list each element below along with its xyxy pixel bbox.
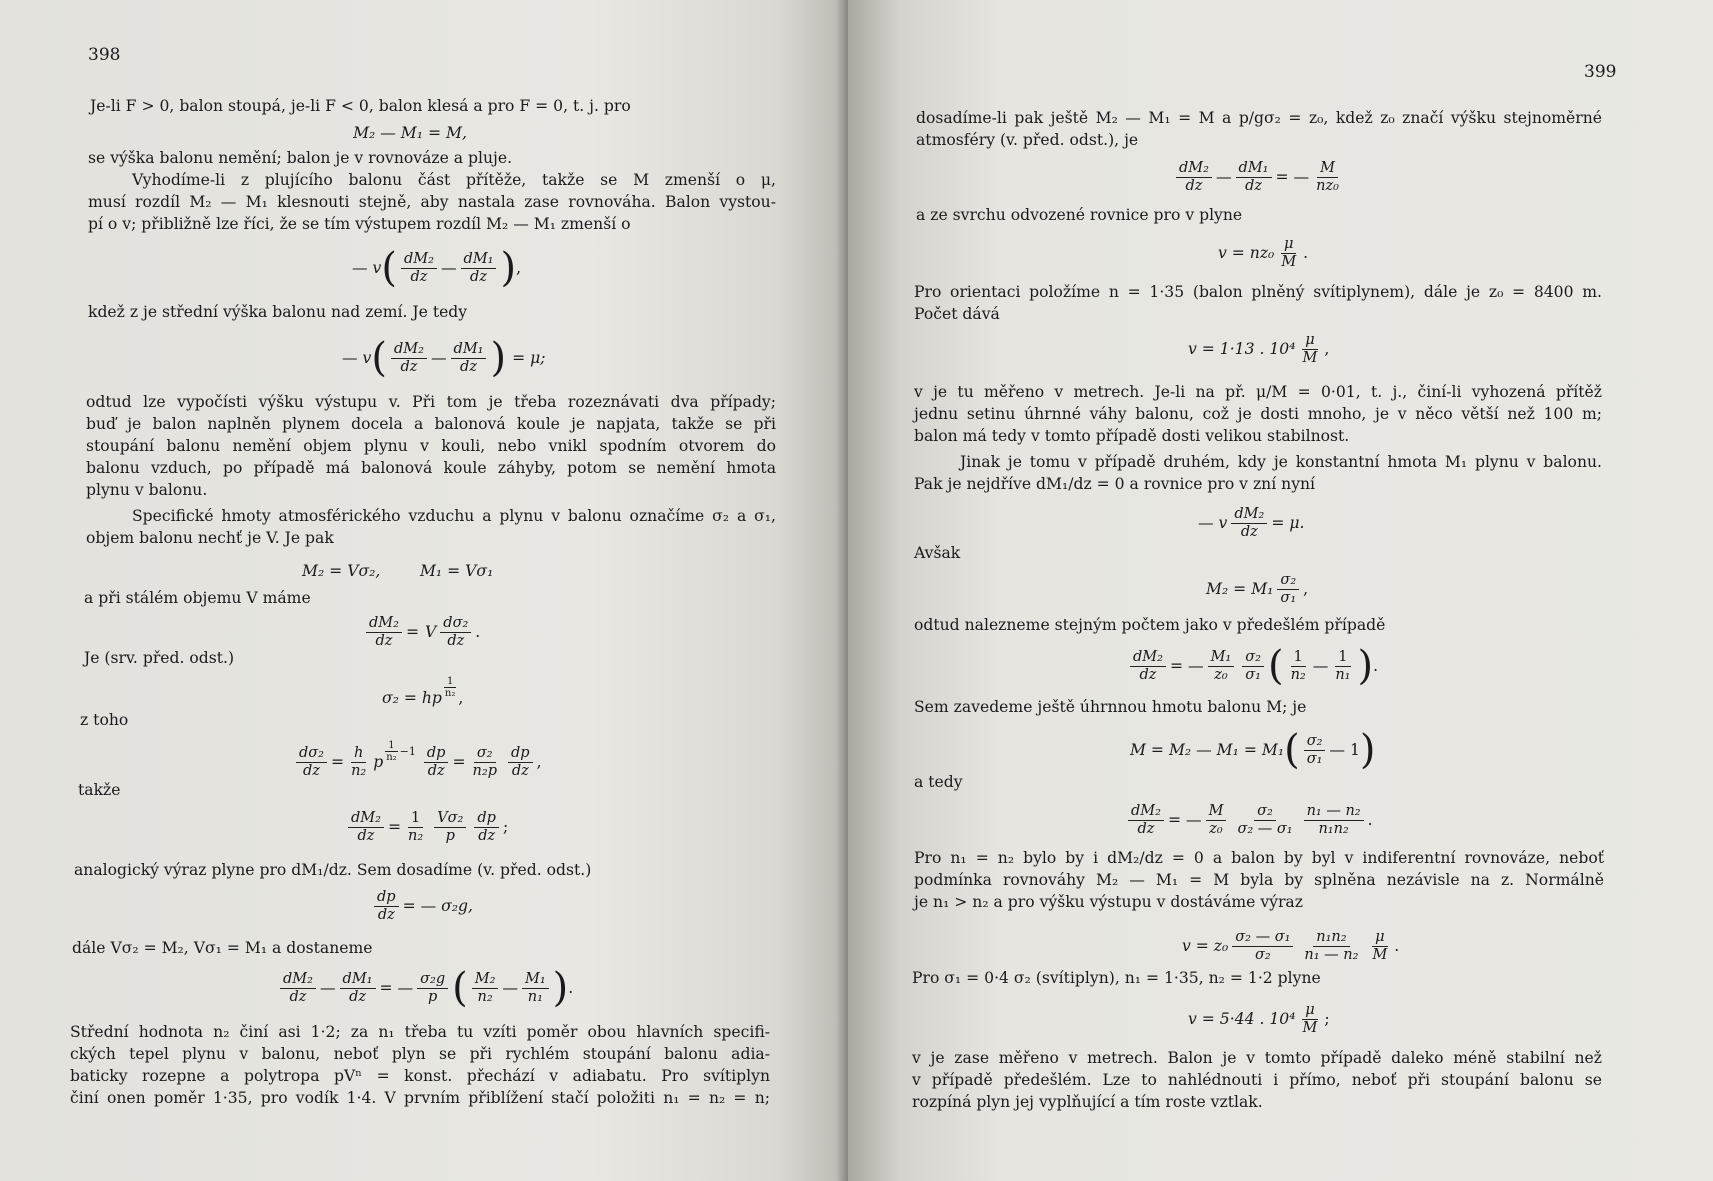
text-line: Pro σ₁ = 0·4 σ₂ (svítiplyn), n₁ = 1·35, n₂ = 1·2 plyne xyxy=(912,969,1321,987)
paren-close: ) xyxy=(500,245,517,291)
text-line: podmínka rovnováhy M₂ — M₁ = M byla by splněna nezávisle na z. Normálně xyxy=(914,871,1604,889)
equation-mu: — v ( dM₂ dz — dM₁ dz ) = μ; xyxy=(342,335,546,381)
equation-M: M = M₂ — M₁ = M₁ ( σ₂ σ₁ — 1 ) xyxy=(1130,727,1376,773)
right-page xyxy=(848,0,1713,1181)
text-line: z toho xyxy=(80,711,129,729)
text-line: objem balonu nechť je V. Je pak xyxy=(86,529,334,547)
text-line: odtud lze vypočísti výšku výstupu v. Při tom je třeba rozeznávati dva případy; xyxy=(86,393,776,411)
equation-delta: — v ( dM₂ dz — dM₁ dz ) , xyxy=(352,245,522,291)
text-line: se výška balonu nemění; balon je v rovnováze a pluje. xyxy=(88,149,513,167)
text-line: Pak je nejdříve dM₁/dz = 0 a rovnice pro v zní nyní xyxy=(914,475,1316,493)
equation-dsigma-dz: $\frac{\text{dσ₂}}{dz}$ = $\frac{h}{\text{n₂}}$ p 1 n₂ −1 $\frac{dp}{dz}$ = $\frac{\text{σ₂}}{\text{n₂p}}$ dp dz , xyxy=(292,738,542,786)
text-line: pí o v; přibližně lze říci, že se tím výstupem rozdíl M₂ — M₁ zmenší o xyxy=(88,215,631,233)
equation-diff: dM₂ dz — $\frac{\text{dM₁}}{dz}$ = — σ₂g p ( M₂ n₂ — M₁ n₁ ) . xyxy=(276,962,573,1014)
text-line: baticky rozepne a polytropa pVⁿ = konst. přechází v adiabatu. Pro svítiplyn xyxy=(70,1067,770,1085)
text-line: balon má tedy v tomto případě dosti velikou stabilnost. xyxy=(914,427,1350,445)
text-line: Vyhodíme-li z plujícího balonu část přítěže, takže se M zmenší o μ, xyxy=(132,171,776,189)
text-line: Pro n₁ = n₂ bylo by i dM₂/dz = 0 a balon by byl v indiferentní rovnováze, neboť xyxy=(914,849,1604,867)
text-line: stoupání balonu nemění objem plynu v kouli, nebo vnikl spodním otvorem do xyxy=(86,437,776,455)
text-line: kdež z je střední výška balonu nad zemí. Je tedy xyxy=(88,303,468,321)
eq-term: — v xyxy=(352,259,382,277)
fraction: dM₂ dz xyxy=(401,251,437,286)
text-line: ckých tepel plynu v balonu, neboť plyn se při rychlém stoupání balonu adia- xyxy=(70,1045,770,1063)
equation-v: v = nz₀ μ M . xyxy=(1218,235,1309,270)
equation-dM-dz: dM₂ dz — $\frac{\text{dM₁}}{dz}$ = — M nz₀ xyxy=(1172,154,1346,200)
equation-dM2-final: $\frac{\text{dM₂}}{dz}$ = — M z₀ σ₂ σ₂ — σ₁ n₁ — n₂ n₁n₂ . xyxy=(1124,796,1373,844)
equation: M₂ = Vσ₂, M₁ = Vσ₁ xyxy=(302,562,494,580)
text-line: a tedy xyxy=(914,773,963,791)
paren-open: ( xyxy=(381,245,397,291)
text-line: Je-li F > 0, balon stoupá, je-li F < 0, balon klesá a pro F = 0, t. j. pro xyxy=(90,97,631,115)
text-line: jednu setinu úhrnné váhy balonu, což je dosti mnoho, je v něco větší než 100 m; xyxy=(914,405,1602,423)
text-line: a ze svrchu odvozené rovnice pro v plyne xyxy=(916,206,1243,224)
page-number: 399 xyxy=(1584,62,1617,82)
text-line: Střední hodnota n₂ činí asi 1·2; za n₁ třeba tu vzíti poměr obou hlavních specifi- xyxy=(70,1023,770,1041)
equation-v-value: v = 1·13 . 10⁴ μ M , xyxy=(1188,331,1330,366)
equation-dp-dz: $\frac{dp}{dz}$ = — σ₂g, xyxy=(370,884,473,928)
equation-dM2-n: $\frac{\text{dM₂}}{dz}$ = — M₁ z₀ σ₂ σ₁ ( 1 n₂ — 1 n₁ ) . xyxy=(1126,640,1378,692)
text-line: Je (srv. před. odst.) xyxy=(84,649,235,667)
page-number: 398 xyxy=(88,45,121,65)
text-line: dále Vσ₂ = M₂, Vσ₁ = M₁ a dostaneme xyxy=(72,939,373,957)
text-line: odtud nalezneme stejným počtem jako v předešlém případě xyxy=(914,616,1386,634)
text-line: Specifické hmoty atmosférického vzduchu a plynu v balonu označíme σ₂ a σ₁, xyxy=(132,507,776,525)
equation-v-value-2: v = 5·44 . 10⁴ μ M ; xyxy=(1188,1001,1330,1036)
text-line: Avšak xyxy=(914,544,961,562)
equation-dM2-dz: $\frac{\text{dM₂}}{dz}$ = V dσ₂ dz . xyxy=(362,610,480,654)
eq-term: — xyxy=(440,259,457,277)
text-line: plynu v balonu. xyxy=(86,481,208,499)
left-page xyxy=(0,0,848,1181)
equation-sigma2: σ₂ = hp 1 n₂ , xyxy=(382,675,464,707)
text-line: balonu vzduch, po případě má balonová koule záhyby, potom se nemění hmota xyxy=(86,459,776,477)
text-line: Sem zavedeme ještě úhrnnou hmotu balonu M; je xyxy=(914,698,1307,716)
text-line: atmosféry (v. před. odst.), je xyxy=(916,131,1139,149)
text-line: musí rozdíl M₂ — M₁ klesnouti stejně, aby nastala zase rovnováha. Balon vystou- xyxy=(88,193,776,211)
text-line: v je zase měřeno v metrech. Balon je v tomto případě daleko méně stabilní než xyxy=(912,1049,1602,1067)
text-line: rozpíná plyn jej vyplňující a tím roste vztlak. xyxy=(912,1093,1263,1111)
text-line: je n₁ > n₂ a pro výšku výstupu v dostáváme výraz xyxy=(914,893,1303,911)
equation: M₂ — M₁ = M, xyxy=(353,124,467,142)
fraction: dM₁ dz xyxy=(461,251,497,286)
text-line: takže xyxy=(78,781,121,799)
equation-v-general: v = z₀ σ₂ — σ₁ σ₂ n₁n₂ n₁ — n₂ μ M . xyxy=(1182,928,1400,963)
text-line: Pro orientaci položíme n = 1·35 (balon plněný svítiplynem), dále je z₀ = 8400 m. xyxy=(914,283,1602,301)
text-line: Počet dává xyxy=(914,305,1000,323)
text-line: a při stálém objemu V máme xyxy=(84,589,311,607)
text-line: v případě předešlém. Lze to nahlédnouti i přímo, neboť při stoupání balonu se xyxy=(912,1071,1602,1089)
text-line: v je tu měřeno v metrech. Je-li na př. μ/M = 0·01, t. j., činí-li vyhozená přítěž xyxy=(914,383,1602,401)
equation-M2: M₂ = M₁ σ₂ σ₁ , xyxy=(1206,571,1309,606)
text-line: buď je balon naplněn plynem docela a balonová koule je napjata, takže se při xyxy=(86,415,776,433)
text-line: analogický výraz plyne pro dM₁/dz. Sem dosadíme (v. před. odst.) xyxy=(74,861,592,879)
equation-dM2-dz-2: $\frac{\text{dM₂}}{dz}$ = $\frac{1}{\text{n₂}}$ Vσ₂ p dp dz ; xyxy=(344,804,508,850)
equation-v-dM2: — v $\frac{\text{dM₂}}{dz}$ = μ. xyxy=(1198,505,1305,540)
text-line: činí onen poměr 1·35, pro vodík 1·4. V prvním přiblížení stačí položiti n₁ = n₂ = n; xyxy=(70,1089,770,1107)
text-line: dosadíme-li pak ještě M₂ — M₁ = M a p/gσ₂ = z₀, kdež z₀ značí výšku stejnoměrné xyxy=(916,109,1602,127)
text-line: Jinak je tomu v případě druhém, kdy je konstantní hmota M₁ plynu v balonu. xyxy=(960,453,1602,471)
